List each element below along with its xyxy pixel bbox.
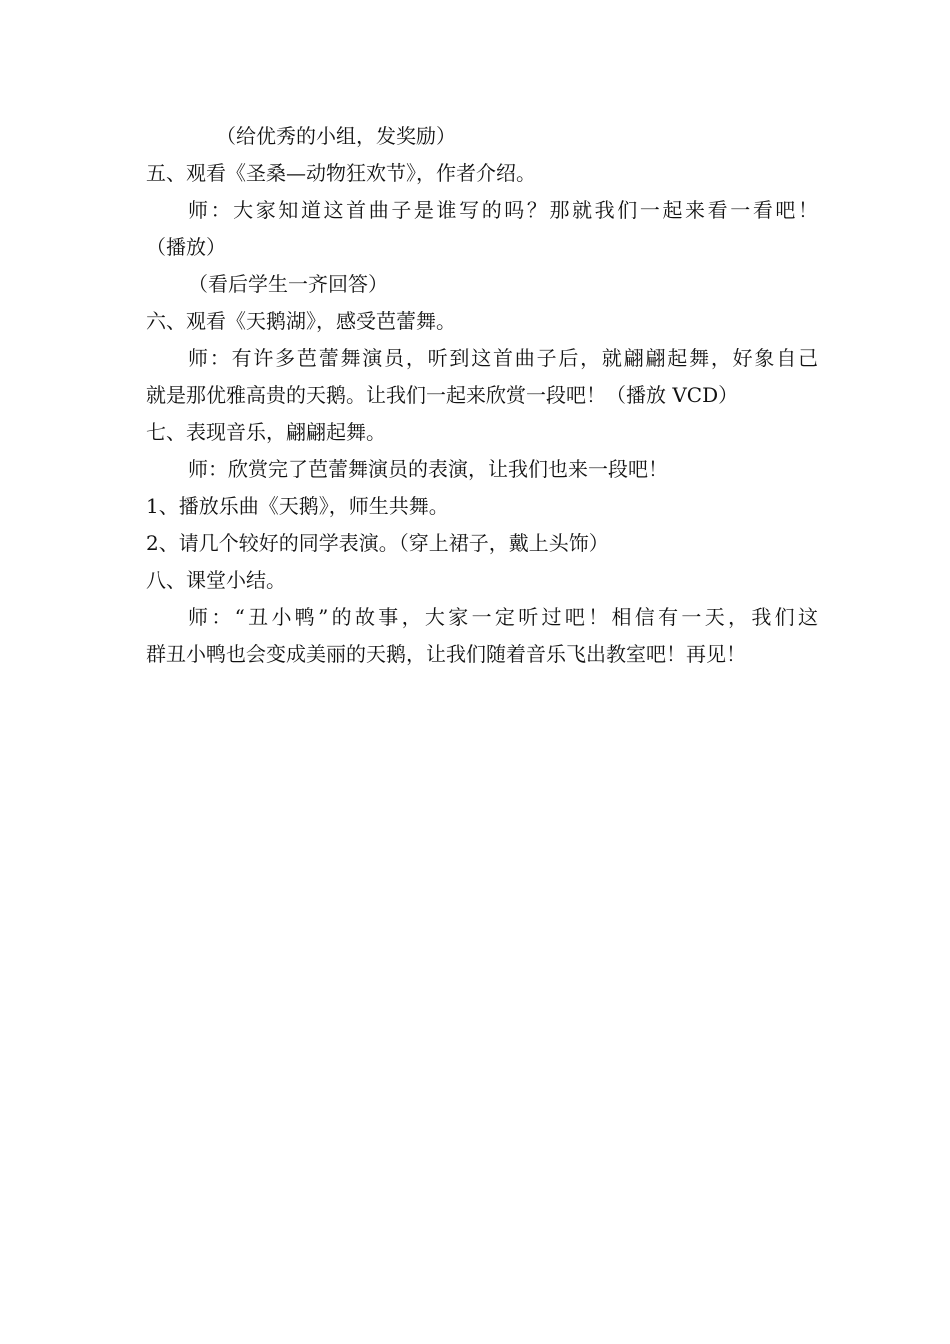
section-heading-7: 七、表现音乐，翩翩起舞。 bbox=[146, 420, 386, 444]
list-item-1: 1、播放乐曲《天鹅》，师生共舞。 bbox=[146, 494, 449, 518]
section-heading-8: 八、课堂小结。 bbox=[146, 568, 286, 592]
section-heading-5: 五、观看《圣桑—动物狂欢节》，作者介绍。 bbox=[146, 161, 536, 185]
text-line-award-note: （给优秀的小组，发奖励） bbox=[216, 124, 456, 148]
text-line-play: （播放） bbox=[146, 235, 226, 259]
text-line-summary-2: 群丑小鸭也会变成美丽的天鹅，让我们随着音乐飞出教室吧！再见！ bbox=[146, 642, 746, 666]
text-line-dance-intro: 师：欣赏完了芭蕾舞演员的表演，让我们也来一段吧！ bbox=[188, 457, 668, 481]
text-line-teacher-question: 师：大家知道这首曲子是谁写的吗？那就我们一起来看一看吧！ bbox=[188, 198, 818, 222]
section-heading-6: 六、观看《天鹅湖》，感受芭蕾舞。 bbox=[146, 309, 456, 333]
text-line-ballet-2: 就是那优雅高贵的天鹅。让我们一起来欣赏一段吧！（播放 VCD） bbox=[146, 383, 739, 407]
text-line-summary-1: 师：“丑小鸭”的故事，大家一定听过吧！相信有一天，我们这 bbox=[188, 605, 818, 629]
text-line-answer-note: （看后学生一齐回答） bbox=[188, 272, 388, 296]
text-line-ballet-1: 师：有许多芭蕾舞演员，听到这首曲子后，就翩翩起舞，好象自己 bbox=[188, 346, 818, 370]
list-item-2: 2、请几个较好的同学表演。（穿上裙子，戴上头饰） bbox=[146, 531, 609, 555]
